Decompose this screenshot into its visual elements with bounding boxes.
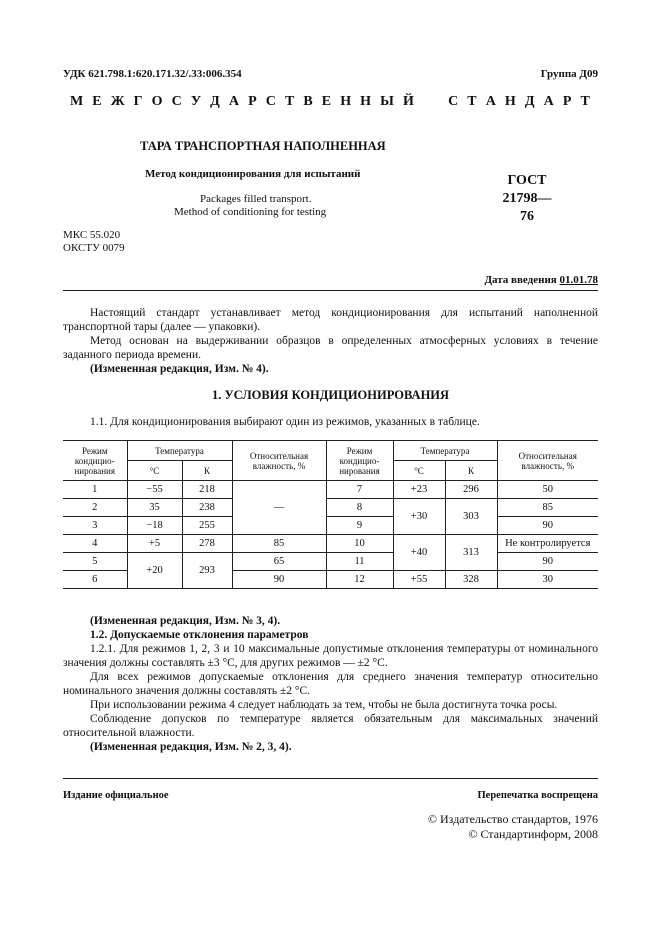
table-row (63, 499, 598, 517)
heading-letter: Т (284, 94, 295, 109)
paragraph: 1.2.1. Для режимов 1, 2, 3 и 10 максимальные допустимые отклонения температуры от номинального значения должны составлять ±3 °С, для других режимов — ±2 °С. (63, 643, 598, 669)
heading-letter: А (228, 94, 240, 109)
cell-kelvin: 293 (182, 553, 232, 589)
gost-number: 21798—76 (502, 191, 552, 224)
heading-letter: Е (321, 94, 332, 109)
okstu-code: ОКСТУ 0079 (63, 242, 125, 254)
cell-mode: 3 (63, 517, 127, 535)
paragraph: 1.1. Для кондиционирования выбирают один из режимов, указанных в таблице. (90, 416, 480, 428)
cell-mode: 7 (326, 481, 393, 499)
gost-designation (497, 172, 557, 226)
heading-letter: М (70, 94, 84, 109)
group-code: Группа Д09 (540, 68, 598, 80)
conditioning-table (63, 440, 598, 589)
header-kelvin-2: К (445, 461, 497, 481)
heading-letter: Р (562, 94, 572, 109)
cell-kelvin: 303 (445, 499, 497, 535)
mks-code: МКС 55.020 (63, 229, 121, 241)
cell-humidity: 65 (232, 553, 326, 571)
heading-letter: В (303, 94, 313, 109)
table-row (63, 481, 598, 499)
cell-celsius: +20 (127, 553, 182, 589)
heading-letter: Н (360, 94, 372, 109)
heading-letter: А (485, 94, 496, 109)
cell-humidity: 50 (497, 481, 598, 499)
heading-letter: Ж (110, 94, 125, 109)
cell-mode: 8 (326, 499, 393, 517)
amendment-note: (Измененная редакция, Изм. № 3, 4). (90, 615, 281, 627)
paragraph: Метод основан на выдерживании образцов в определенных атмосферных условиях в течение заданного периода времени. (63, 335, 598, 361)
copyright-line: © Стандартинформ, 2008 (468, 827, 598, 841)
heading-letter (436, 94, 440, 110)
cell-mode: 11 (326, 553, 393, 571)
cell-humidity: 90 (232, 571, 326, 589)
cell-humidity: 90 (497, 517, 598, 535)
paragraph: Соблюдение допусков по температуре является обязательным для максимальных значений относительной влажности. (63, 713, 598, 739)
cell-celsius: +5 (127, 535, 182, 553)
amendment-note: (Измененная редакция, Изм. № 2, 3, 4). (90, 741, 292, 753)
header-celsius: °С (127, 461, 182, 481)
gost-label: ГОСТ (507, 173, 547, 188)
cell-kelvin: 313 (445, 535, 497, 571)
official-edition: Издание официальное (63, 790, 169, 801)
intro-paragraphs (63, 306, 598, 376)
standard-heading (70, 94, 590, 110)
cell-mode: 1 (63, 481, 127, 499)
cell-mode: 9 (326, 517, 393, 535)
header-temperature-2: Температура (393, 441, 497, 461)
cell-kelvin: 218 (182, 481, 232, 499)
cell-mode: 12 (326, 571, 393, 589)
header-temperature: Температура (127, 441, 232, 461)
english-title-line1: Packages filled transport. (200, 193, 312, 205)
heading-letter: Т (467, 94, 477, 109)
heading-letter: Е (92, 94, 102, 109)
header-celsius-2: °С (393, 461, 445, 481)
clause-heading: 1.2. Допускаемые отклонения параметров (90, 629, 309, 641)
cell-mode: 4 (63, 535, 127, 553)
udk-code: УДК 621.798.1:620.171.32/.33:006.354 (63, 68, 242, 80)
cell-celsius: 35 (127, 499, 182, 517)
section-heading: 1. УСЛОВИЯ КОНДИЦИОНИРОВАНИЯ (211, 388, 450, 402)
table-row (63, 517, 598, 535)
cell-celsius: −55 (127, 481, 182, 499)
cell-mode: 5 (63, 553, 127, 571)
copyright-line: © Издательство стандартов, 1976 (427, 812, 598, 826)
introduction-date-label: Дата введения (484, 274, 557, 286)
cell-humidity-dash: — (232, 481, 326, 535)
cell-humidity: 85 (232, 535, 326, 553)
cell-kelvin: 296 (445, 481, 497, 499)
heading-letter: Н (504, 94, 516, 109)
copyright-block (428, 812, 598, 842)
heading-letter: Д (524, 94, 535, 109)
heading-letter: С (171, 94, 182, 109)
cell-kelvin: 328 (445, 571, 497, 589)
heading-letter: Ы (380, 94, 394, 109)
heading-letter: Г (133, 94, 143, 109)
header-humidity-2: Относительная влажность, % (497, 441, 598, 481)
cell-kelvin: 278 (182, 535, 232, 553)
cell-celsius: +30 (393, 499, 445, 535)
clause-1-1 (63, 415, 598, 429)
cell-celsius: +40 (393, 535, 445, 571)
cell-humidity: Не контролируется (497, 535, 598, 553)
heading-letter: А (543, 94, 554, 109)
cell-kelvin: 238 (182, 499, 232, 517)
introduction-date-value: 01.01.78 (559, 274, 598, 286)
heading-letter: С (265, 94, 276, 109)
cell-humidity: 30 (497, 571, 598, 589)
cell-kelvin: 255 (182, 517, 232, 535)
cell-mode: 10 (326, 535, 393, 553)
heading-letter: Т (580, 94, 590, 109)
cell-mode: 2 (63, 499, 127, 517)
cell-celsius: +55 (393, 571, 445, 589)
classification-codes (63, 229, 125, 255)
cell-humidity: 85 (497, 499, 598, 517)
top-divider (63, 290, 598, 291)
header-mode-2: Режим кондицио-нирования (326, 441, 393, 481)
heading-letter: Н (340, 94, 352, 109)
heading-letter: О (151, 94, 163, 109)
reprint-forbidden: Перепечатка воспрещена (477, 790, 598, 801)
introduction-date (484, 274, 598, 286)
table-row (63, 553, 598, 571)
table-row (63, 535, 598, 553)
header-mode: Режим кондицио-нирования (63, 441, 127, 481)
heading-letter: Р (248, 94, 257, 109)
english-title-line2: Method of conditioning for testing (174, 206, 327, 218)
heading-letter: Й (402, 94, 414, 109)
cell-celsius: +23 (393, 481, 445, 499)
amendment-note: (Измененная редакция, Изм. № 4). (90, 363, 269, 375)
heading-letter: У (190, 94, 202, 109)
paragraph: Настоящий стандарт устанавливает метод кондиционирования для испытаний наполненной транспортной тары (далее — упаковки). (63, 307, 598, 333)
heading-letter: С (448, 94, 459, 109)
paragraph: Для всех режимов допускаемые отклонения для среднего значения температур относительно номинального значения должны составлять ±2 °С. (63, 671, 598, 697)
paragraph: При использовании режима 4 следует наблюдать за тем, чтобы не была достигнута точка росы. (90, 699, 558, 711)
heading-letter: Д (210, 94, 220, 109)
document-title: ТАРА ТРАНСПОРТНАЯ НАПОЛНЕННАЯ (140, 139, 386, 153)
bottom-divider (63, 778, 598, 779)
header-kelvin: К (182, 461, 232, 481)
clauses-1-2 (63, 614, 598, 754)
cell-mode: 6 (63, 571, 127, 589)
header-humidity: Относительная влажность, % (232, 441, 326, 481)
cell-celsius: −18 (127, 517, 182, 535)
document-subtitle: Метод кондиционирования для испытаний (145, 168, 361, 180)
cell-humidity: 90 (497, 553, 598, 571)
heading-letter (423, 94, 427, 110)
